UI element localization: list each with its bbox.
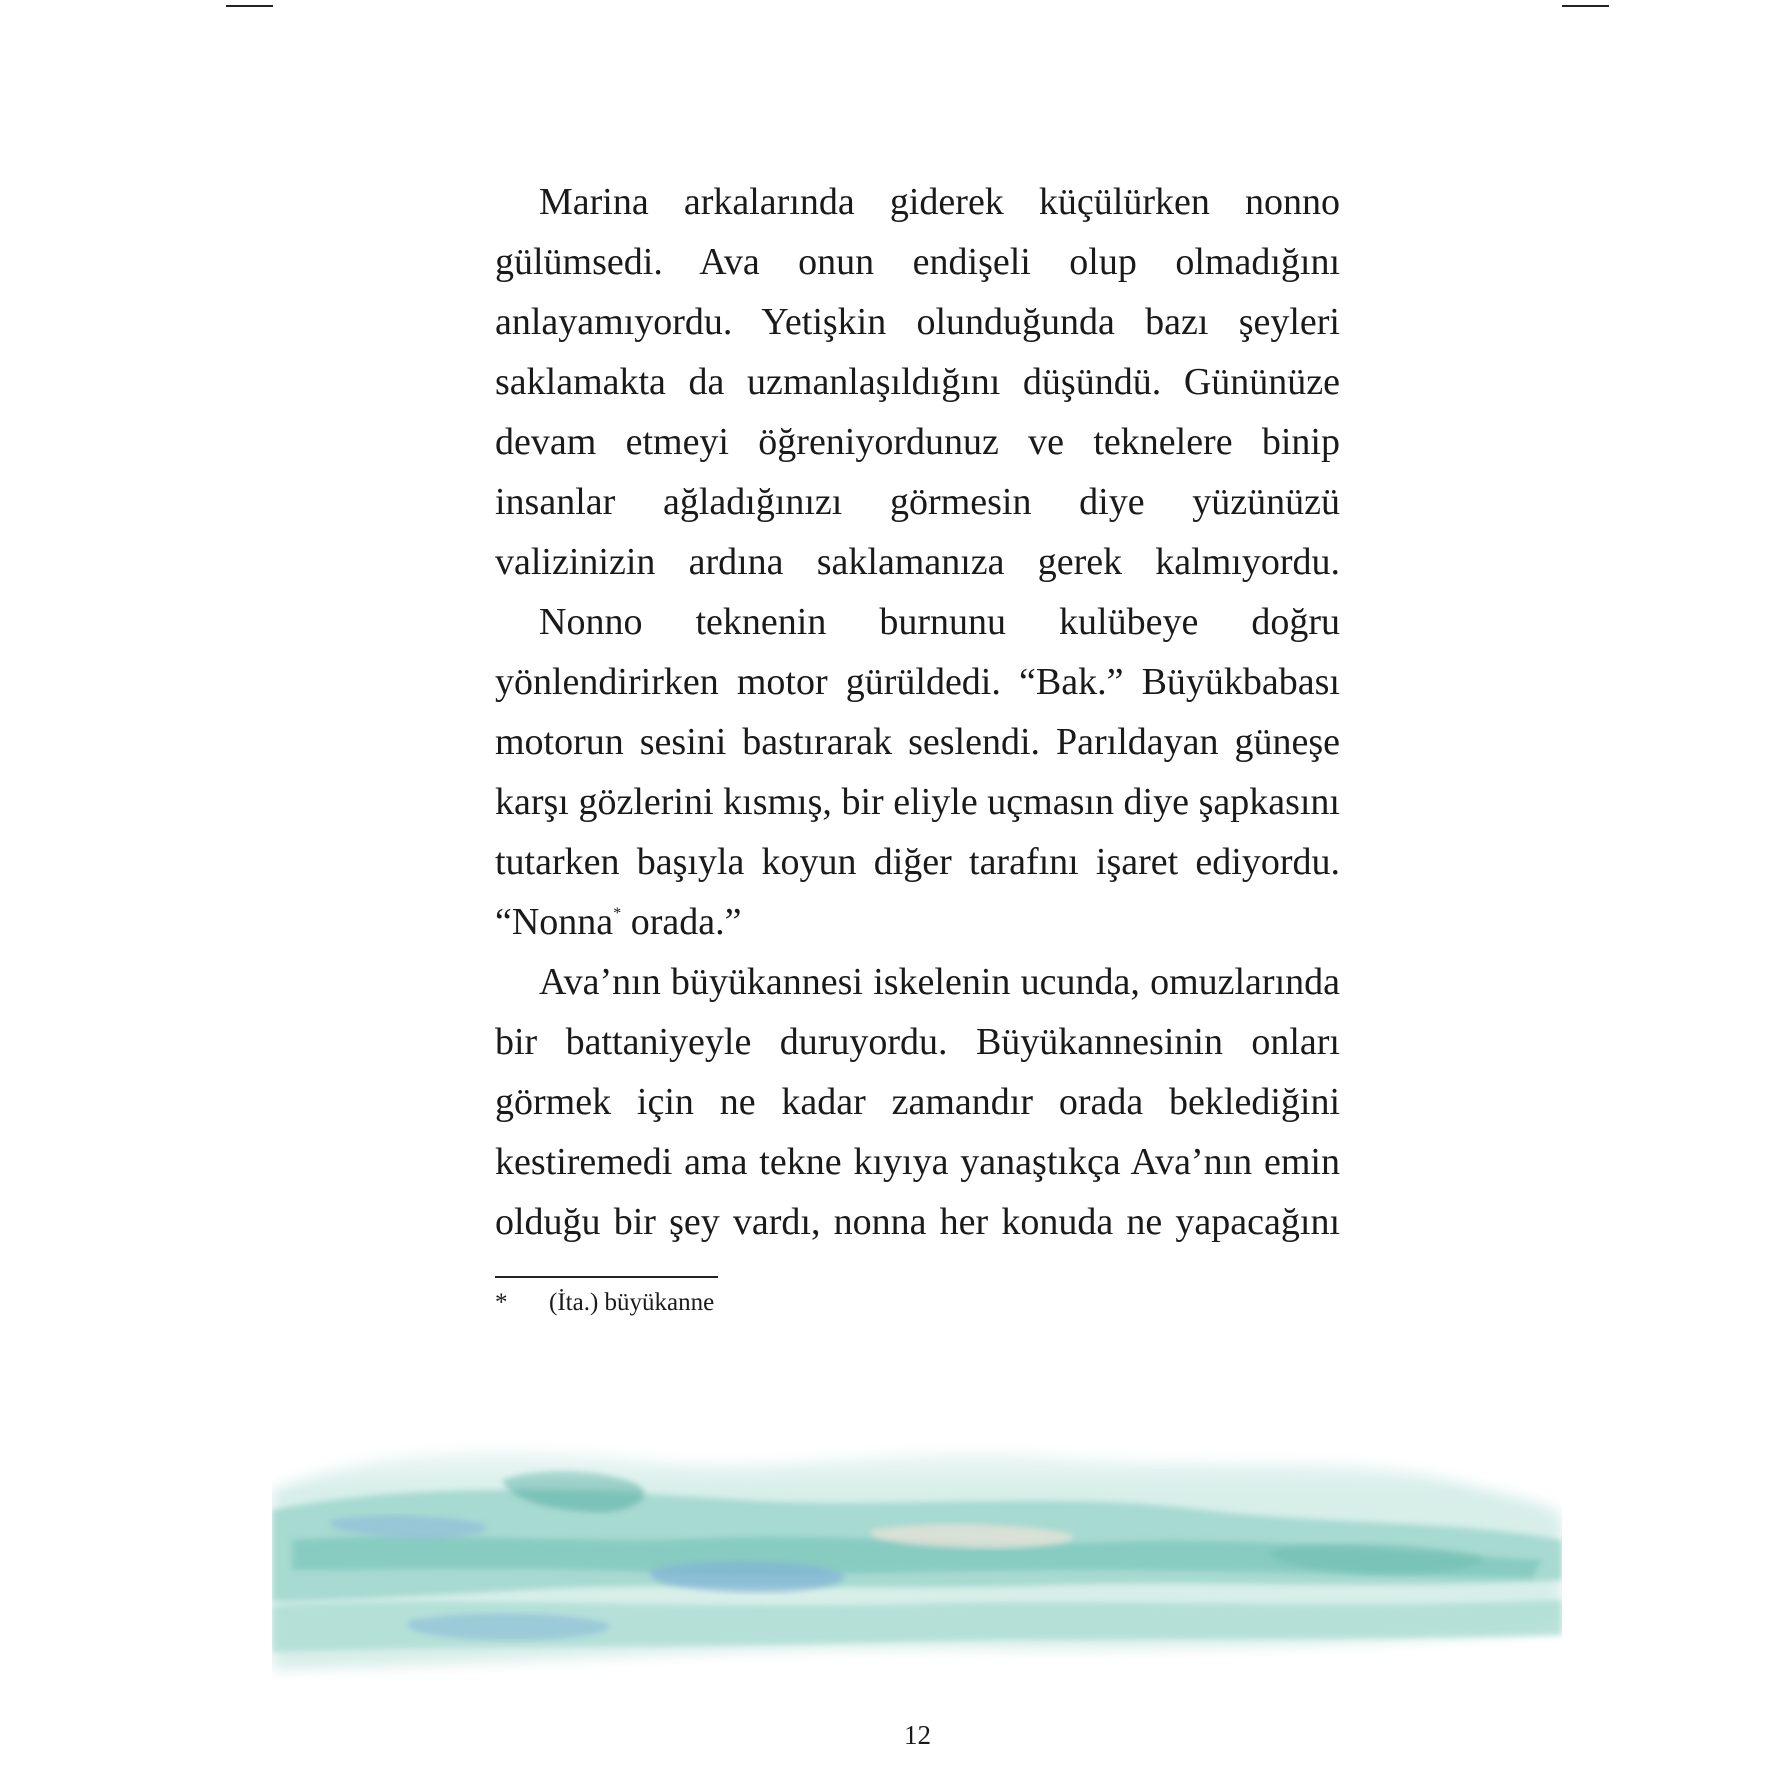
page-number: 12	[904, 1720, 931, 1750]
footnote-divider	[495, 1276, 718, 1278]
paragraph-2-text: Nonno teknenin burnunu kulübeye doğru yönlendirirken motor gürüldedi. “Bak.” Büyükbabası motorun sesini bastırarak seslendi. Parıldayan güneşe karşı gözlerini kısmış, bir eliyle uçmasın diye şapkasını tutarken başıyla koyun diğer tarafını işaret ediyordu. “Nonna	[495, 601, 1340, 943]
body-text	[495, 172, 1340, 1252]
footnote-reference[interactable]: *	[613, 905, 622, 922]
crop-mark-right	[1562, 5, 1609, 7]
paragraph-1: Marina arkalarında giderek küçülürken nonno gülümsedi. Ava onun endişeli olup olmadığını anlayamıyordu. Yetişkin olunduğunda bazı şeyleri saklamakta da uzmanlaşıldığını düşündü. Gününüze devam etmeyi öğreniyordunuz ve teknelere binip insanlar ağladığınızı görmesin diye yüzünüzü valizinizin ardına saklamanıza gerek kalmıyordu.	[495, 181, 1340, 583]
footnote-text: (İta.) büyükanne	[549, 1289, 715, 1316]
footnote	[495, 1286, 714, 1320]
crop-mark-left	[226, 5, 273, 7]
paragraph-2-text-end: orada.”	[621, 901, 742, 943]
watercolor-sea-icon	[272, 1420, 1562, 1710]
footnote-mark: *	[495, 1289, 508, 1316]
paragraph-2	[495, 592, 1340, 952]
paragraph-3: Ava’nın büyükannesi iskelenin ucunda, omuzlarında bir battaniyeyle duruyordu. Büyükannesinin onları görmek için ne kadar zamandır orada beklediğini kestiremedi ama tekne kıyıya yanaştıkça Ava’nın emin olduğu bir şey vardı, nonna her konuda ne yapacağını	[495, 961, 1340, 1243]
